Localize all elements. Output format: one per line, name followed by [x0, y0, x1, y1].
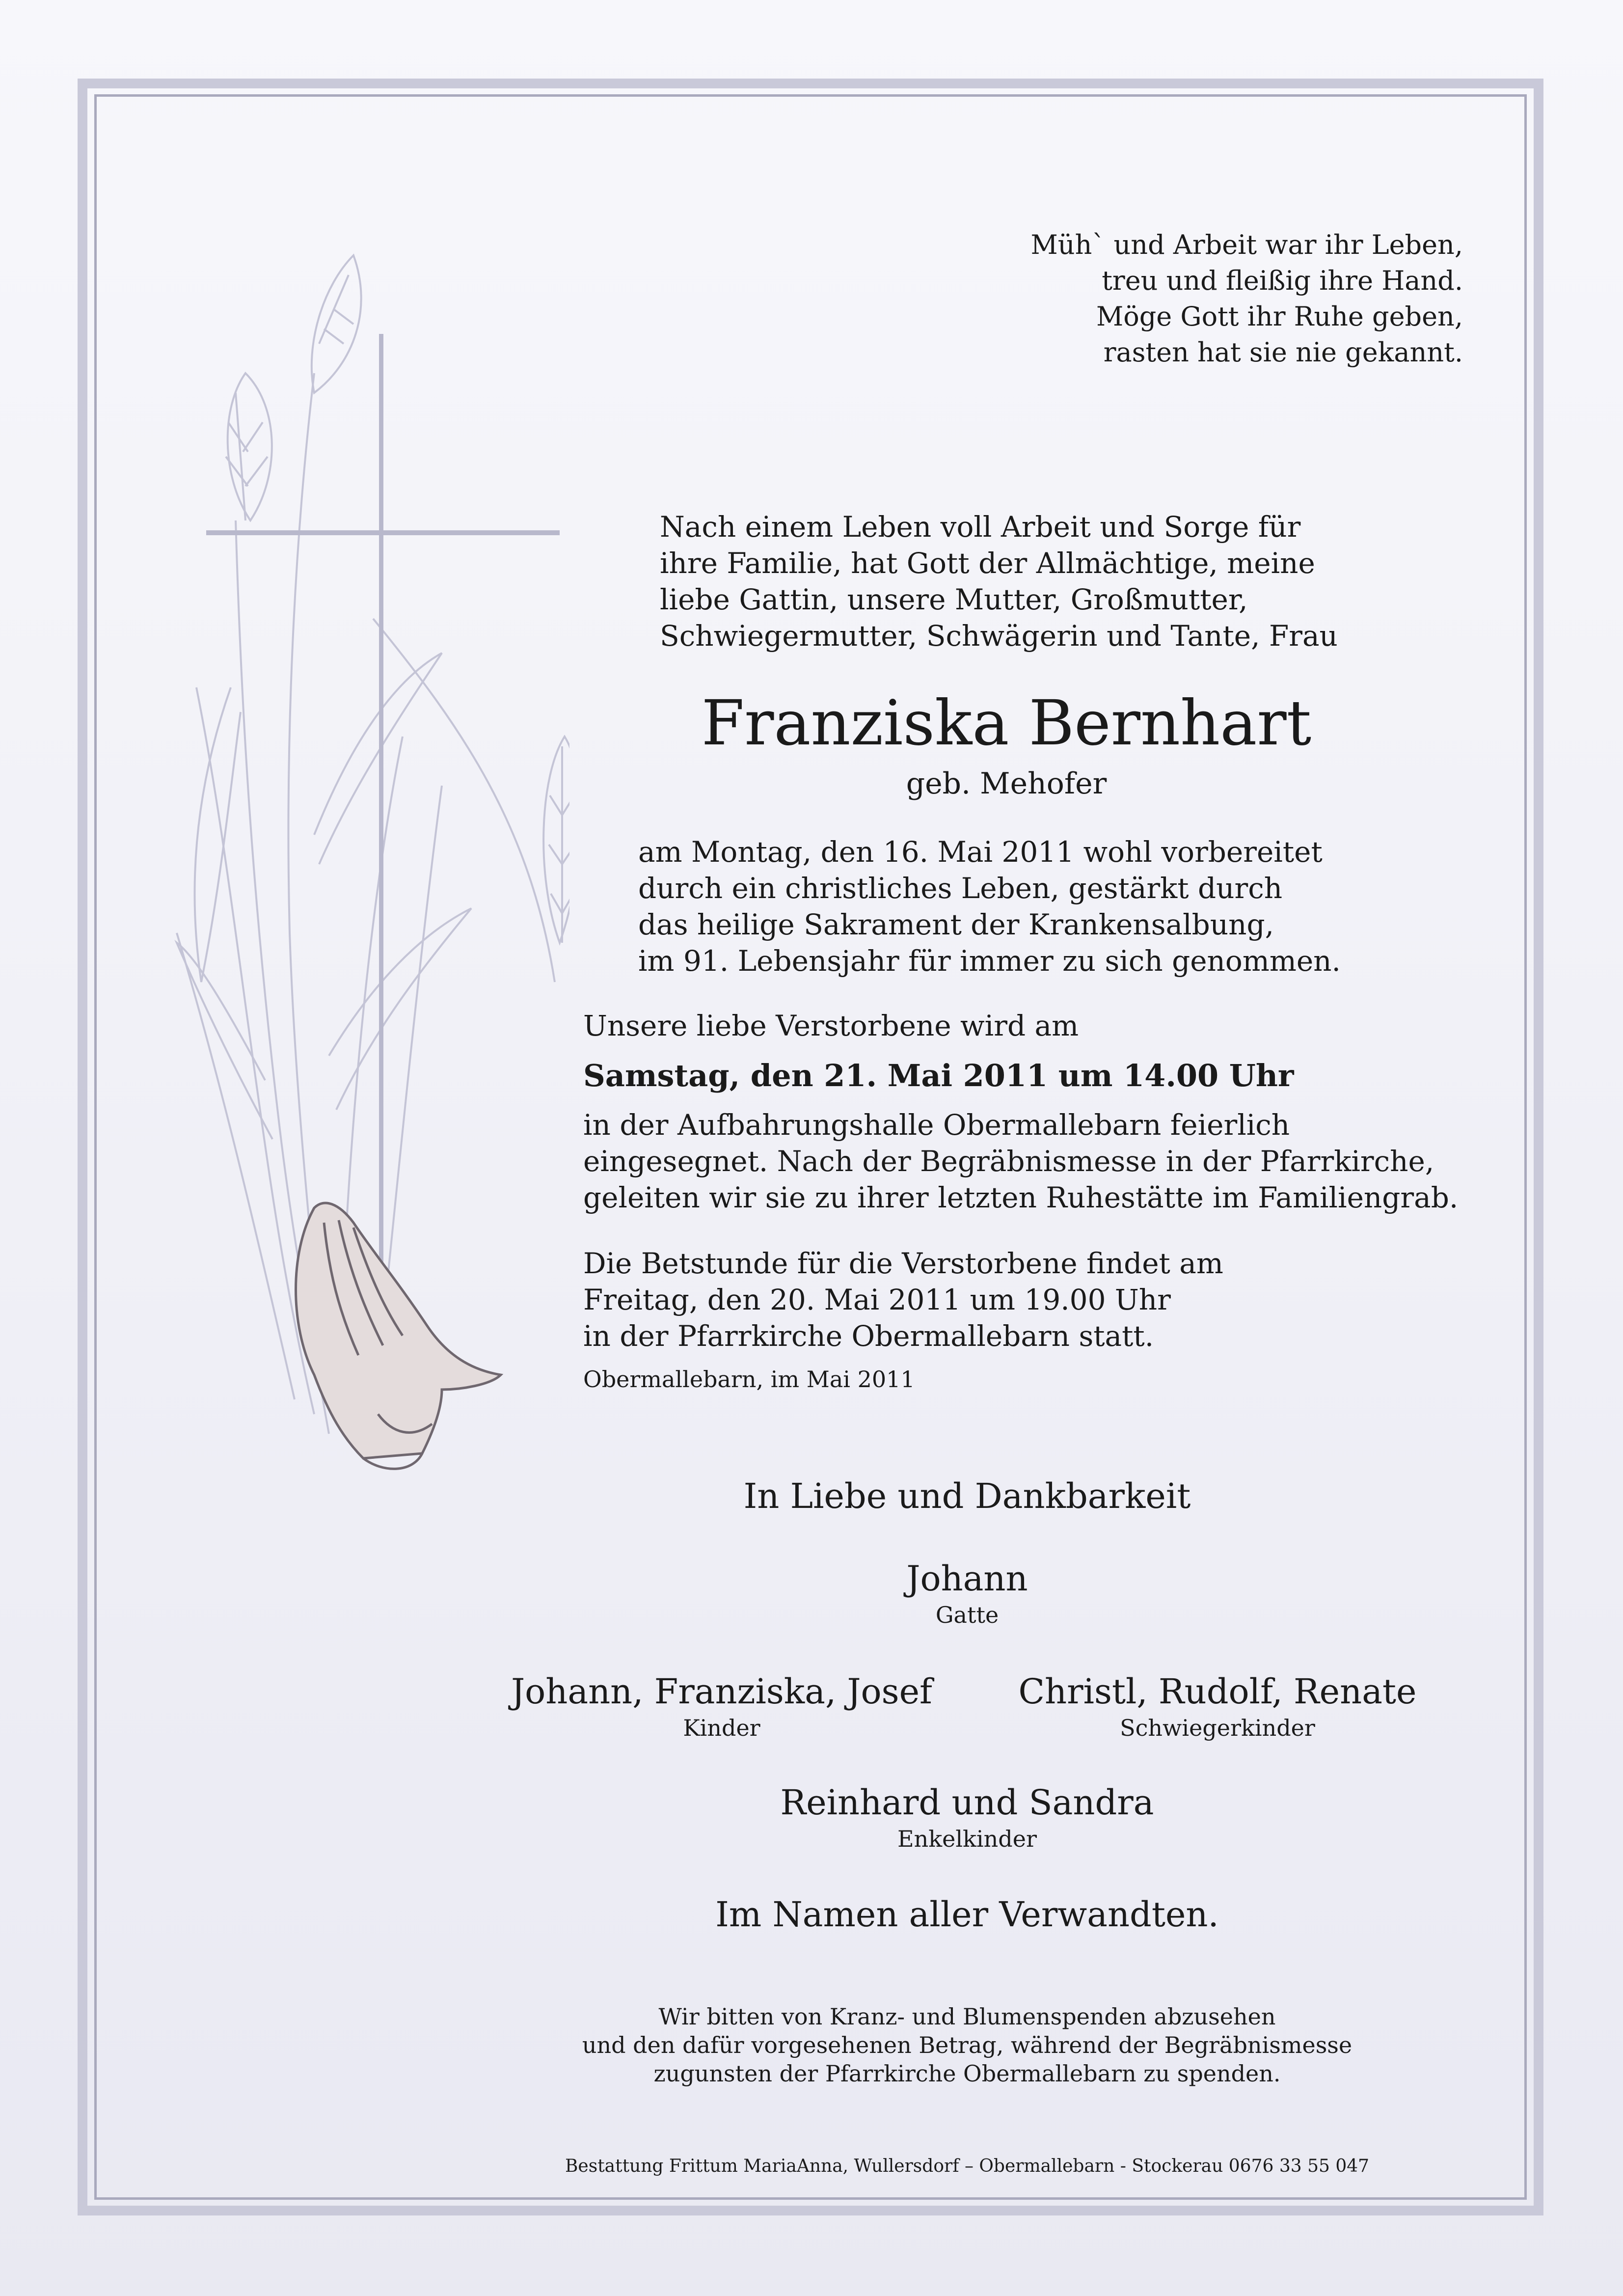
spouse-role: Gatte	[935, 1602, 999, 1628]
in-laws-role: Schwiegerkinder	[1120, 1715, 1315, 1741]
death-line: am Montag, den 16. Mai 2011 wohl vorbereitet	[638, 835, 1323, 869]
death-paragraph	[638, 834, 1341, 979]
notice-line: zugunsten der Pfarrkirche Obermallebarn zu spenden.	[653, 2060, 1281, 2087]
grandchildren-names: Reinhard und Sandra	[780, 1782, 1154, 1823]
funeral-paragraph	[583, 1107, 1458, 1216]
ornament-artwork	[167, 246, 569, 1522]
death-line: im 91. Lebensjahr für immer zu sich genommen.	[638, 944, 1341, 978]
place-date: Obermallebarn, im Mai 2011	[583, 1366, 915, 1393]
praying-hands-icon	[296, 1203, 501, 1469]
motto-line: rasten hat sie nie gekannt.	[1103, 337, 1463, 368]
intro-line: Nach einem Leben voll Arbeit und Sorge für	[660, 510, 1301, 544]
motto-line: Müh` und Arbeit war ihr Leben,	[1030, 229, 1463, 260]
notice-line: und den dafür vorgesehenen Betrag, während der Begräbnismesse	[582, 2032, 1352, 2058]
grandchildren-role: Enkelkinder	[897, 1826, 1037, 1852]
funeral-line: in der Aufbahrungshalle Obermallebarn feierlich	[583, 1108, 1290, 1142]
cross-icon	[206, 334, 560, 1267]
intro-line: ihre Familie, hat Gott der Allmächtige, meine	[660, 547, 1315, 580]
intro-line: Schwiegermutter, Schwägerin und Tante, Frau	[660, 619, 1338, 653]
death-line: durch ein christliches Leben, gestärkt durch	[638, 872, 1283, 905]
intro-paragraph	[660, 509, 1338, 654]
donation-notice	[486, 2002, 1448, 2088]
undertaker-footer: Bestattung Frittum MariaAnna, Wullersdorf – Obermallebarn - Stockerau 0676 33 55 047	[565, 2156, 1370, 2176]
family-heading: In Liebe und Dankbarkeit	[743, 1476, 1191, 1516]
children-names: Johann, Franziska, Josef	[511, 1671, 932, 1712]
deceased-name: Franziska Bernhart	[701, 687, 1312, 759]
prayer-line: Die Betstunde für die Verstorbene findet am	[583, 1247, 1223, 1280]
funeral-line: eingesegnet. Nach der Begräbnismesse in der Pfarrkirche,	[583, 1145, 1434, 1178]
motto-line: treu und fleißig ihre Hand.	[1102, 265, 1463, 296]
funeral-date: Samstag, den 21. Mai 2011 um 14.00 Uhr	[583, 1058, 1294, 1093]
death-line: das heilige Sakrament der Krankensalbung,	[638, 908, 1274, 941]
prayer-line: Freitag, den 20. Mai 2011 um 19.00 Uhr	[583, 1283, 1171, 1316]
prayer-paragraph	[583, 1245, 1223, 1354]
motto-line: Möge Gott ihr Ruhe geben,	[1096, 301, 1463, 332]
maiden-name: geb. Mehofer	[906, 766, 1107, 801]
in-laws-names: Christl, Rudolf, Renate	[1018, 1671, 1417, 1712]
children-role: Kinder	[683, 1715, 760, 1741]
intro-line: liebe Gattin, unsere Mutter, Großmutter,	[660, 583, 1248, 616]
prayer-line: in der Pfarrkirche Obermallebarn statt.	[583, 1319, 1154, 1353]
funeral-line: geleiten wir sie zu ihrer letzten Ruhestätte im Familiengrab.	[583, 1181, 1459, 1214]
notice-line: Wir bitten von Kranz- und Blumenspenden abzusehen	[658, 2003, 1276, 2030]
funeral-lead: Unsere liebe Verstorbene wird am	[583, 1009, 1079, 1042]
motto-poem	[1031, 227, 1463, 370]
closing-line: Im Namen aller Verwandten.	[715, 1894, 1219, 1935]
spouse-names: Johann	[906, 1558, 1028, 1599]
